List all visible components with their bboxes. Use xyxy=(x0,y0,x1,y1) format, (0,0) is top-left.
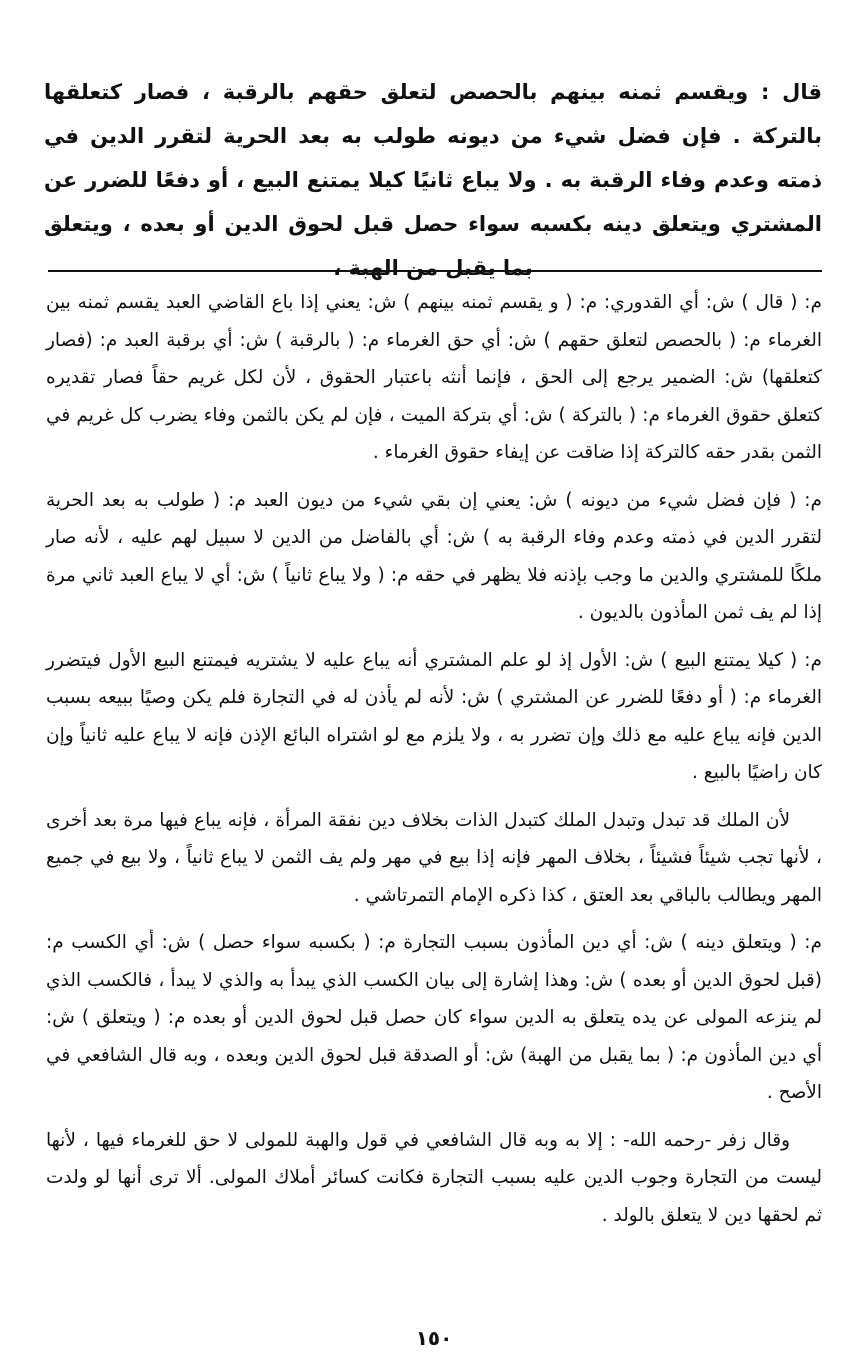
sharh-paragraph-6: وقال زفر -رحمه الله- : إلا به وبه قال الشافعي في قول والهبة للمولى لا حق للغرماء فيها ، لأنها ليست من التجارة وجوب الدين عليه بسبب التجارة فكانت كسائر أملاك المولى. ألا ترى أنها لو ولدت ثم لحقها دين لا يتعلق بالولد . xyxy=(46,1129,822,1226)
sharh-paragraph-4: لأن الملك قد تبدل وتبدل الملك كتبدل الذات بخلاف دين نفقة المرأة ، فإنه يباع فيها مرة بعد أخرى ، لأنها تجب شيئاً فشيئاً ، بخلاف المهر فإنه إذا بيع في مهر ولم يف الثمن لا يباع ثانياً ، ولا بيع في جميع المهر ويطالب بالباقي بعد العتق ، كذا ذكره الإمام التمرتاشي . xyxy=(46,809,822,906)
matn-text-block xyxy=(44,70,822,290)
sharh-commentary-block xyxy=(46,284,822,1244)
sharh-paragraph-5: م: ( ويتعلق دينه ) ش: أي دين المأذون بسبب التجارة م: ( بكسبه سواء حصل ) ش: أي الكسب م: (قبل لحوق الدين أو بعده ) ش: وهذا إشارة إلى بيان الكسب الذي يبدأ به والذي لا يبدأ ، فالكسب الذي لم ينزعه المولى عن يده يتعلق به الدين سواء كان حصل قبل لحوق الدين أو بعده م: ( ويتعلق ) ش: أي دين المأذون م: ( بما يقبل من الهبة) ش: أو الصدقة قبل لحوق الدين وبعده ، وبه قال الشافعي في الأصح . xyxy=(46,932,822,1103)
sharh-paragraph-2: م: ( فإن فضل شيء من ديونه ) ش: يعني إن بقي شيء من ديون العبد م: ( طولب به بعد الحرية لتقرر الدين في ذمته وعدم وفاء الرقبة به ) ش: أي بالفاضل من الدين لا سبيل لهم عليه ، لأنه صار ملكًا للمشتري والدين ما وجب بإذنه فلا يظهر في حقه م: ( ولا يباع ثانياً ) ش: أي لا يباع العبد ثاني مرة إذا لم يف ثمن المأذون بالديون . xyxy=(46,489,822,623)
section-divider xyxy=(48,270,822,272)
sharh-paragraph-1: م: ( قال ) ش: أي القدوري: م: ( و يقسم ثمنه بينهم ) ش: يعني إذا باع القاضي العبد يقسم ثمنه بين الغرماء م: ( بالحصص لتعلق حقهم ) ش: أي حق الغرماء م: ( بالرقبة ) ش: أي برقبة العبد م: (فصار كتعلقها) ش: الضمير يرجع إلى الحق ، فإنما أنثه باعتبار الحقوق ، لأن لكل غريم حقاً فصار تقديره كتعلق حقوق الغرماء م: ( بالتركة ) ش: أي بتركة الميت ، فإن لم يكن بالثمن وفاء يضرب كل غريم في الثمن بقدر حقه كالتركة إذا ضاقت عن إيفاء حقوق الغرماء . xyxy=(46,292,822,463)
page-number: ١٥٠ xyxy=(415,1326,453,1350)
sharh-paragraph-3: م: ( كيلا يمتنع البيع ) ش: الأول إذ لو علم المشتري أنه يباع عليه لا يشتريه فيمتنع البيع الأول فيتضرر الغرماء م: ( أو دفعًا للضرر عن المشتري ) ش: لأنه لم يأذن له في التجارة فلم يكن وصيًا ببيعه بسبب الدين فإنه يباع عليه مع ذلك وإن تضرر به ، ولا يلزم مع لو اشتراه البائع الإذن فإنه لا يباع عليه ثانياً وإن كان راضيًا بالبيع . xyxy=(46,649,822,783)
matn-paragraph: قال : ويقسم ثمنه بينهم بالحصص لتعلق حقهم بالرقبة ، فصار كتعلقها بالتركة . فإن فضل شيء من ديونه طولب به بعد الحرية لتقرر الدين في ذمته وعدم وفاء الرقبة به . ولا يباع ثانيًا كيلا يمتنع البيع ، أو دفعًا للضرر عن المشتري ويتعلق دينه بكسبه سواء حصل قبل لحوق الدين أو بعده ، ويتعلق بما يقبل من الهبة ، xyxy=(44,80,822,280)
